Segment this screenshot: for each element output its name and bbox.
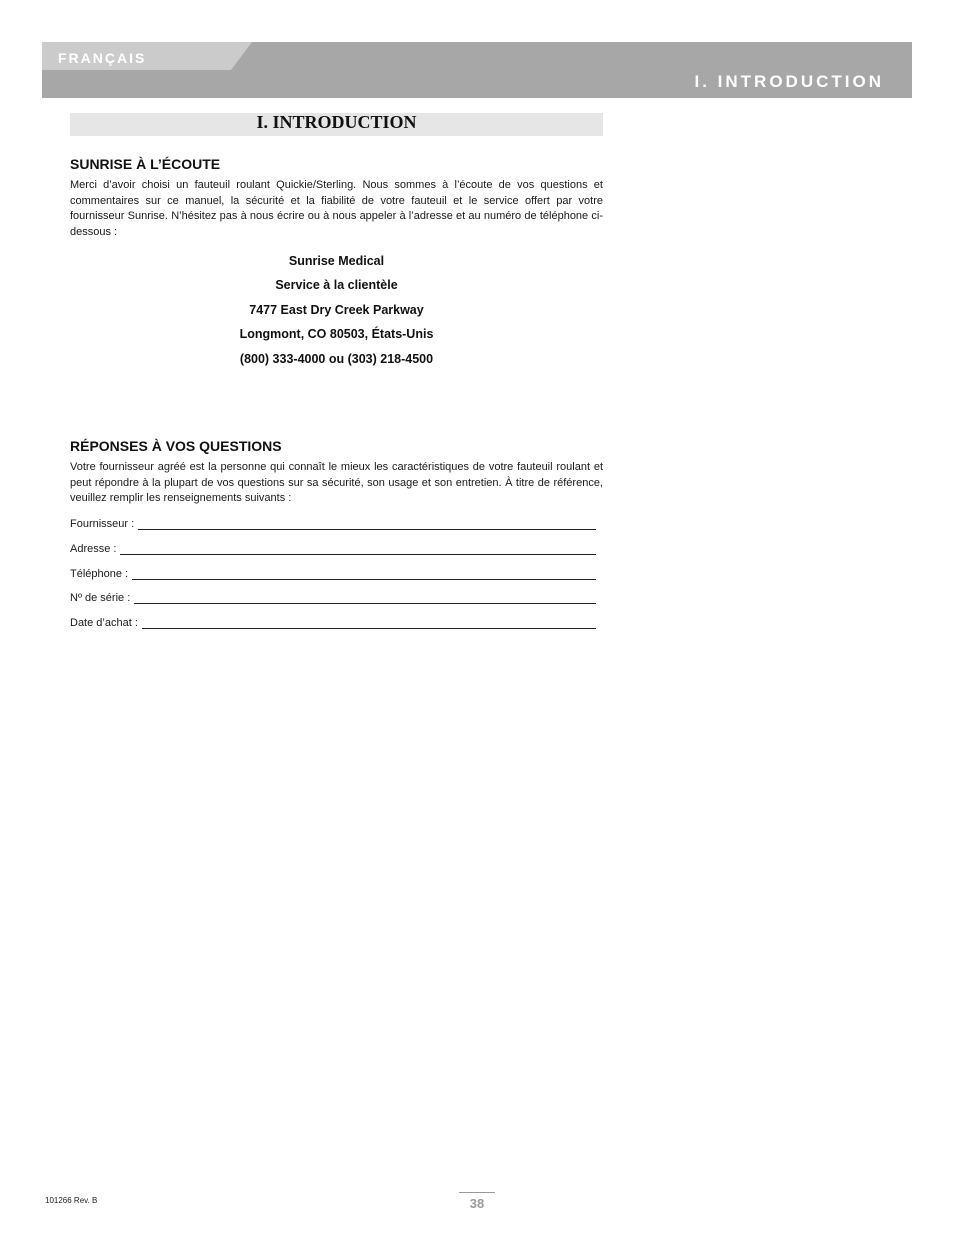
- sunrise-paragraph: Merci d’avoir choisi un fauteuil roulant Quickie/Sterling. Nous sommes à l’écoute de vos questions et commentaires sur ce manuel, la sécurité et la fiabilité de votre fauteuil et le service offert par votre fournisseur Sunrise. N’hésitez pas à nous écrire ou à nous appeler à l’adresse et au numéro de téléphone ci-dessous :: [70, 179, 603, 238]
- form-row-serial[interactable]: [70, 588, 596, 604]
- form-row-phone[interactable]: [70, 564, 596, 580]
- section-title: I. INTRODUCTION: [256, 112, 417, 132]
- address-company: Sunrise Medical: [288, 254, 385, 268]
- sunrise-heading: SUNRISE À L’ÉCOUTE: [70, 156, 221, 172]
- form-row-purchase-date[interactable]: [70, 613, 596, 629]
- answers-paragraph: Votre fournisseur agréé est la personne qui connaît le mieux les caractéristiques de votre fauteuil roulant et peut répondre à la plupart de vos questions sur sa sécurité, son usage et son entretien. À titre de référence, veuillez remplir les renseignements suivants :: [70, 461, 603, 504]
- address-department: Service à la clientèle: [275, 278, 398, 293]
- header-title: I. INTRODUCTION: [694, 72, 884, 91]
- address-city: Longmont, CO 80503, États-Unis: [239, 327, 434, 342]
- form-label: Nº de série :: [70, 592, 131, 604]
- page-number: 38: [469, 1196, 485, 1211]
- fill-in-line[interactable]: [138, 518, 596, 530]
- fill-in-line[interactable]: [134, 592, 596, 604]
- contact-address: [70, 253, 603, 375]
- language-label: FRANÇAIS: [58, 50, 147, 66]
- form-label: Téléphone :: [70, 568, 129, 580]
- fill-in-line[interactable]: [120, 543, 596, 555]
- form-row-address[interactable]: [70, 539, 596, 555]
- address-phone: (800) 333-4000 ou (303) 218-4500: [239, 351, 434, 366]
- answers-heading: RÉPONSES À VOS QUESTIONS: [70, 438, 282, 454]
- fill-in-line[interactable]: [132, 568, 596, 580]
- form-label: Date d’achat :: [70, 617, 138, 629]
- form-label: Fournisseur :: [70, 518, 135, 530]
- form-row-supplier[interactable]: [70, 514, 596, 530]
- fill-in-line[interactable]: [142, 617, 596, 629]
- address-street: 7477 East Dry Creek Parkway: [249, 302, 424, 317]
- document-revision: 101266 Rev. B: [45, 1196, 98, 1205]
- page-number-rule: [459, 1192, 495, 1193]
- form-label: Adresse :: [70, 543, 117, 555]
